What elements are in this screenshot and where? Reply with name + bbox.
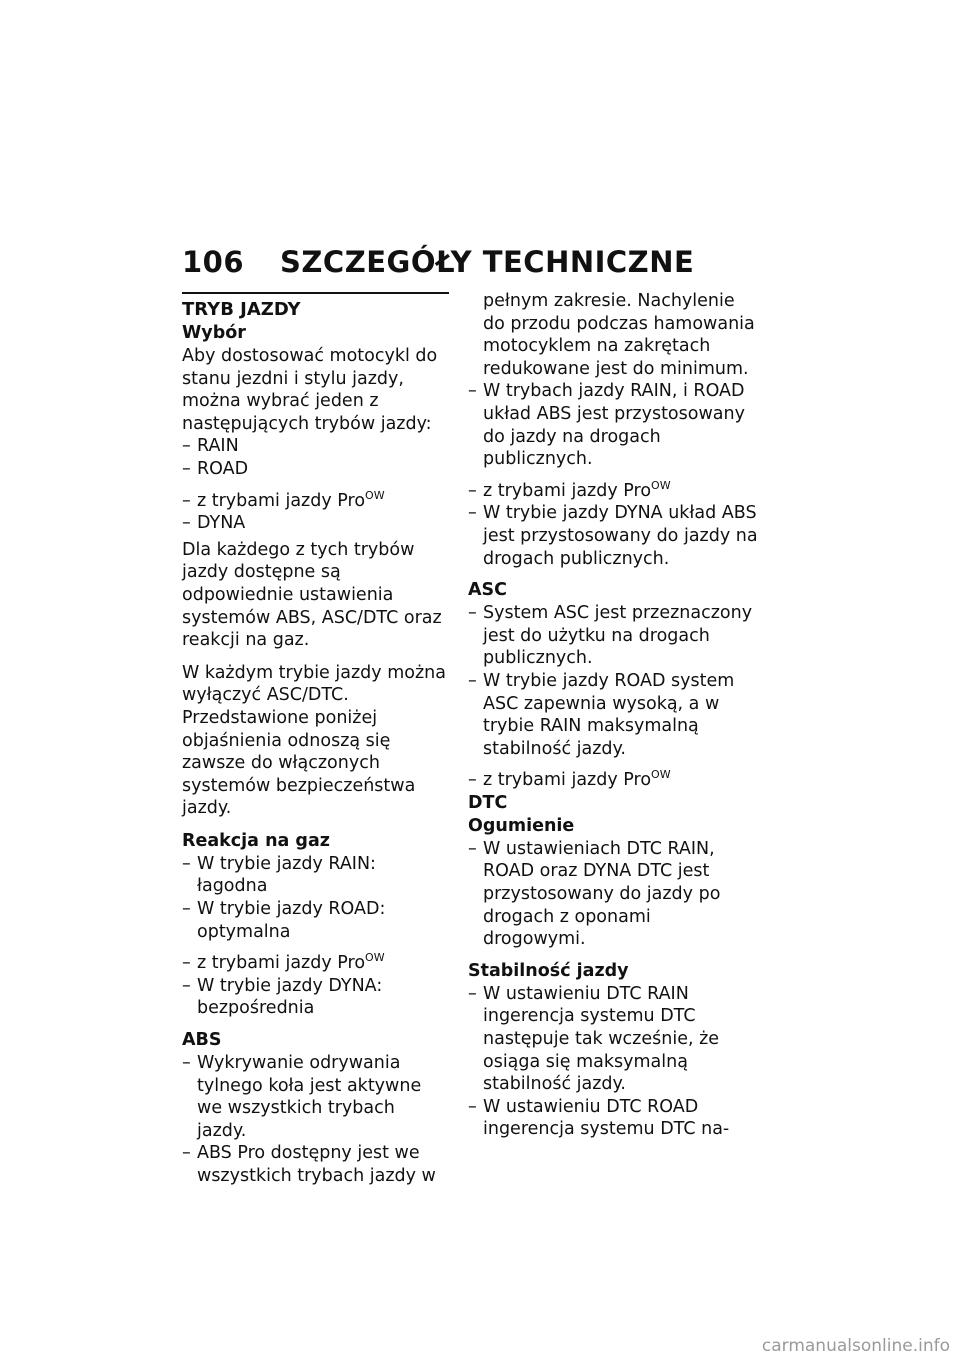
list-item: – W ustawieniu DTC ROAD ingerencja systemu DTC na- — [468, 1096, 758, 1141]
throttle-heading: Reakcja na gaz — [182, 830, 330, 851]
right-column — [468, 290, 758, 1141]
page-number: 106 — [182, 245, 245, 279]
abs-list — [182, 1052, 449, 1188]
abs-continuation: pełnym zakresie. Nachylenie do przodu podczas hamowania motocyklem na zakrętach redukowane jest do minimum. — [483, 291, 755, 379]
list-item: – W trybie jazdy DYNA układ ABS jest przystosowany do jazdy na drogach publicznych. — [468, 502, 758, 570]
mode-list — [182, 435, 449, 480]
stability-heading: Stabilność jazdy — [468, 960, 629, 981]
throttle-pro-list — [182, 952, 449, 1020]
throttle-list — [182, 853, 449, 943]
list-item: – W ustawieniu DTC RAIN ingerencja systemu DTC następuje tak wcześnie, że osiąga się maksymalną stabilność jazdy. — [468, 983, 758, 1096]
pro-label: – z trybami jazdy Pro$^{OW}$ — [468, 769, 758, 792]
left-column — [182, 292, 449, 1188]
asc-pro-list — [468, 769, 758, 792]
pro-label: – z trybami jazdy Pro$^{OW}$ — [182, 490, 449, 513]
pro-superscript: OW — [365, 488, 385, 502]
abs-heading: ABS — [182, 1030, 222, 1051]
pro-label: – z trybami jazdy Pro$^{OW}$ — [182, 952, 449, 975]
list-item: – ABS Pro dostępny jest we wszystkich trybach jazdy w — [182, 1142, 449, 1187]
list-item: – W trybach jazdy RAIN, i ROAD układ ABS jest przystosowany do jazdy na drogach publicznych. — [468, 380, 758, 470]
section-rule — [182, 292, 449, 294]
asc-dtc-paragraph: W każdym trybie jazdy można wyłączyć ASC/DTC. Przedstawione poniżej objaśnienia odnoszą się zawsze do włączonych systemów bezpieczeństwa jazdy. — [182, 662, 446, 819]
list-item: – W trybie jazdy RAIN: łagodna — [182, 853, 449, 898]
list-item: – DYNA — [182, 512, 449, 535]
abs-pro-list — [468, 480, 758, 570]
list-item: – System ASC jest przeznaczony jest do użytku na drogach publicznych. — [468, 602, 758, 670]
pro-superscript: OW — [365, 951, 385, 965]
pro-label: – z trybami jazdy Pro$^{OW}$ — [468, 480, 758, 503]
wybor-heading: Wybór — [182, 323, 246, 343]
list-item: – Wykrywanie odrywania tylnego koła jest aktywne we wszystkich trybach jazdy. — [182, 1052, 449, 1142]
tyres-heading: Ogumienie — [468, 815, 575, 836]
watermark: carmanualsonline.info — [761, 1336, 950, 1356]
asc-heading: ASC — [468, 580, 507, 601]
list-item: – W trybie jazdy DYNA: bezpośrednia — [182, 975, 449, 1020]
page-header — [182, 245, 782, 279]
dtc-heading: DTC — [468, 792, 508, 813]
list-item: – W trybie jazdy ROAD system ASC zapewnia wysoką, a w trybie RAIN maksymalną stabilność jazdy. — [468, 670, 758, 760]
intro-paragraph: Aby dostosować motocykl do stanu jezdni i stylu jazdy, można wybrać jeden z następujących trybów jazdy: — [182, 346, 438, 434]
list-item: – ROAD — [182, 458, 449, 481]
pro-mode-list — [182, 490, 449, 535]
abs-list-continued — [468, 380, 758, 470]
list-item: – RAIN — [182, 435, 449, 458]
list-item: – W trybie jazdy ROAD: optymalna — [182, 898, 449, 943]
pro-superscript: OW — [651, 478, 671, 492]
tyres-list — [468, 838, 758, 951]
chapter-title: SZCZEGÓŁY TECHNICZNE — [280, 245, 695, 279]
section-title: TRYB JAZDY — [182, 299, 301, 320]
pro-superscript: OW — [651, 768, 671, 782]
stability-list — [468, 983, 758, 1141]
asc-list — [468, 602, 758, 760]
systems-paragraph: Dla każdego z tych trybów jazdy dostępne są odpowiednie ustawienia systemów ABS, ASC/DTC oraz reakcji na gaz. — [182, 539, 442, 651]
list-item: – W ustawieniach DTC RAIN, ROAD oraz DYNA DTC jest przystosowany do jazdy po drogach z oponami drogowymi. — [468, 838, 758, 951]
